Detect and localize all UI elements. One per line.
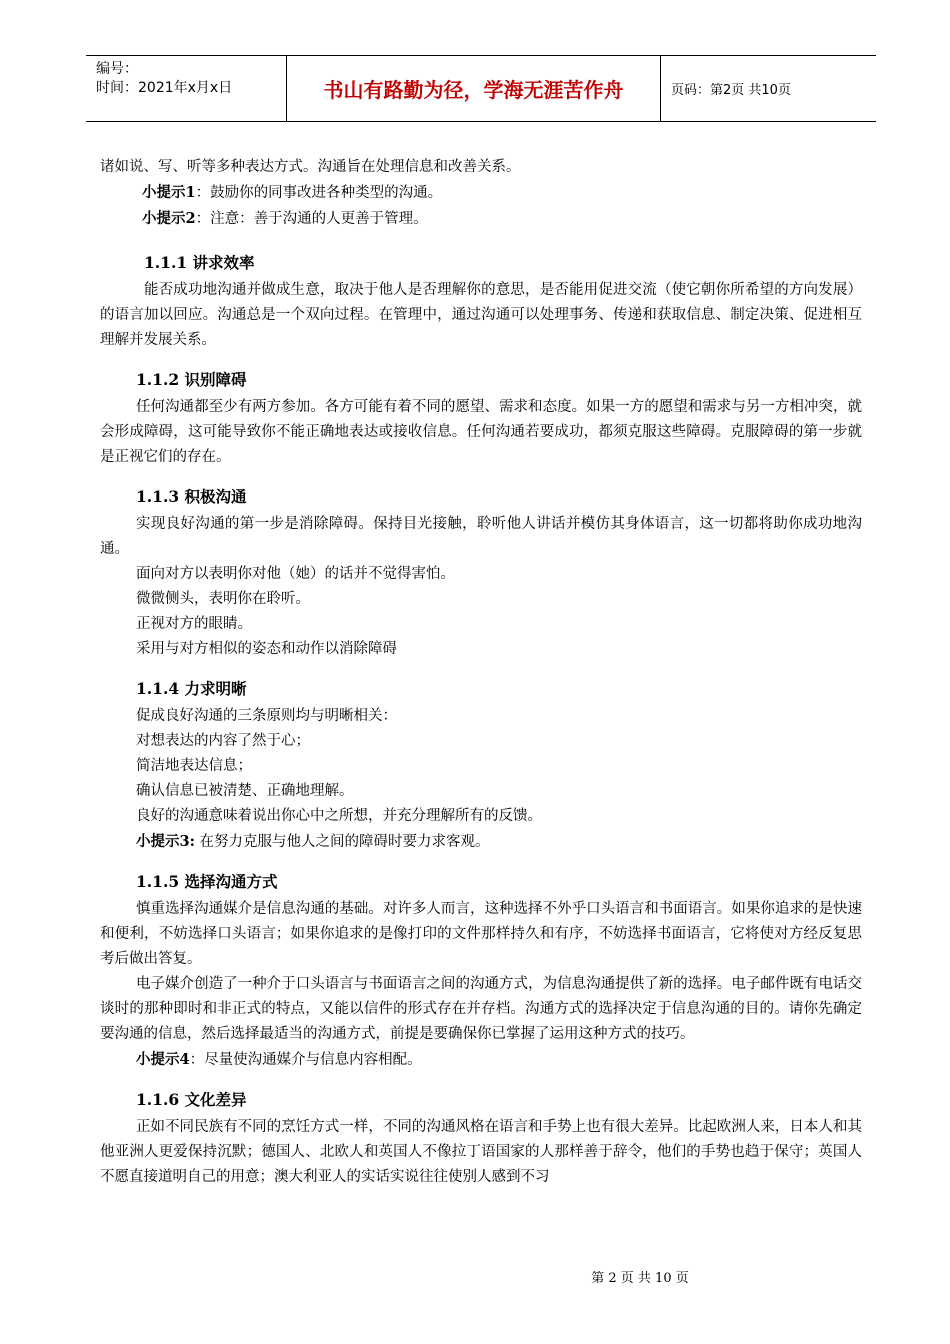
section-heading-1-1-4: 1.1.4 力求明晰 xyxy=(136,679,247,698)
document-time-label: 时间：2021年x月x日 xyxy=(96,80,233,96)
tip-2-text: ：注意：善于沟通的人更善于管理。 xyxy=(195,211,428,227)
list-item: 面向对方以表明你对他（她）的话并不觉得害怕。 xyxy=(136,566,455,582)
tip-3 xyxy=(100,829,862,855)
tip-3-text: 在努力克服与他人之间的障碍时要力求客观。 xyxy=(194,834,490,850)
section-heading-1-1-1: 1.1.1 讲求效率 xyxy=(144,253,255,272)
header-meta xyxy=(86,56,286,121)
section-1-1-5-paragraph-2: 电子媒介创造了一种介于口头语言与书面语言之间的沟通方式，为信息沟通提供了新的选择。电子邮件既有电话交谈时的那种即时和非正式的特点，又能以信件的形式存在并存档。沟通方式的选择决定于信息沟通的目的。请你先确定要沟通的信息，然后选择最适当的沟通方式，前提是要确保你已掌握了运用这种方式的技巧。 xyxy=(100,976,862,1042)
intro-paragraph: 诸如说、写、听等多种表达方式。沟通旨在处理信息和改善关系。 xyxy=(100,159,521,175)
tip-2 xyxy=(100,206,862,232)
list-item: 促成良好沟通的三条原则均与明晰相关： xyxy=(136,708,397,724)
header-page-label: 页码：第2页 共10页 xyxy=(671,83,791,98)
footer-page-number: 第 2 页 共 10 页 xyxy=(591,1271,689,1286)
list-item: 简洁地表达信息； xyxy=(136,758,252,774)
section-1-1-3-paragraph: 实现良好沟通的第一步是消除障碍。保持目光接触，聆听他人讲话并模仿其身体语言，这一切都将助你成功地沟通。 xyxy=(100,516,862,557)
section-1-1-2-paragraph: 任何沟通都至少有两方参加。各方可能有着不同的愿望、需求和态度。如果一方的愿望和需求与另一方相冲突，就会形成障碍，这可能导致你不能正确地表达或接收信息。任何沟通若要成功，都须克服这些障碍。克服障碍的第一步就是正视它们的存在。 xyxy=(100,399,862,465)
document-body xyxy=(100,155,862,1190)
list-item: 对想表达的内容了然于心； xyxy=(136,733,310,749)
tip-4-text: ：尽量使沟通媒介与信息内容相配。 xyxy=(189,1052,422,1068)
section-1-1-1-paragraph: 能否成功地沟通并做成生意，取决于他人是否理解你的意思，是否能用促进交流（使它朝你所希望的方向发展）的语言加以回应。沟通总是一个双向过程。在管理中，通过沟通可以处理事务、传递和获取信息、制定决策、促进相互理解并发展关系。 xyxy=(100,282,862,348)
list-item: 正视对方的眼睛。 xyxy=(136,616,252,632)
tip-1 xyxy=(100,180,862,206)
tip-1-label: 小提示1 xyxy=(142,184,196,201)
section-heading-1-1-2: 1.1.2 识别障碍 xyxy=(136,370,247,389)
tip-4 xyxy=(100,1047,862,1073)
list-item: 采用与对方相似的姿态和动作以消除障碍 xyxy=(136,641,397,657)
section-heading-1-1-3: 1.1.3 积极沟通 xyxy=(136,487,247,506)
document-number-label: 编号： xyxy=(96,61,138,77)
page-footer xyxy=(0,1267,950,1286)
tip-2-label: 小提示2 xyxy=(142,210,196,227)
section-1-1-6-paragraph: 正如不同民族有不同的烹饪方式一样，不同的沟通风格在语言和手势上也有很大差异。比起欧洲人来，日本人和其他亚洲人更爱保持沉默；德国人、北欧人和英国人不像拉丁语国家的人那样善于辞令，他们的手势也趋于保守；英国人不愿直接道明自己的用意；澳大利亚人的实话实说往往使别人感到不习 xyxy=(100,1119,862,1185)
list-item: 确认信息已被清楚、正确地理解。 xyxy=(136,783,354,799)
section-heading-1-1-6: 1.1.6 文化差异 xyxy=(136,1090,247,1109)
list-item: 良好的沟通意味着说出你心中之所想，并充分理解所有的反馈。 xyxy=(136,808,542,824)
list-item: 微微侧头，表明你在聆听。 xyxy=(136,591,310,607)
section-1-1-5-paragraph-1: 慎重选择沟通媒介是信息沟通的基础。对许多人而言，这种选择不外乎口头语言和书面语言。如果你追求的是快速和便利，不妨选择口头语言；如果你追求的是像打印的文件那样持久和有序，不妨选择书面语言，它将使对方经反复思考后做出答复。 xyxy=(100,901,862,967)
tip-1-text: ：鼓励你的同事改进各种类型的沟通。 xyxy=(195,185,443,201)
section-heading-1-1-5: 1.1.5 选择沟通方式 xyxy=(136,872,278,891)
tip-4-label: 小提示4 xyxy=(136,1051,190,1068)
page-header xyxy=(86,55,876,122)
tip-3-label: 小提示3: xyxy=(136,833,195,850)
header-motto: 书山有路勤为径，学海无涯苦作舟 xyxy=(286,56,661,121)
